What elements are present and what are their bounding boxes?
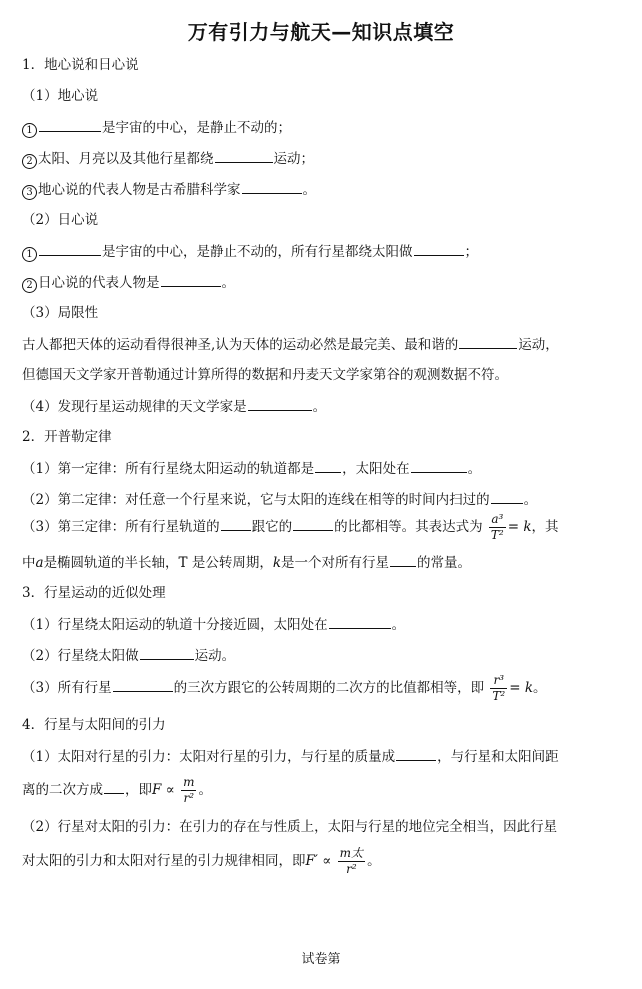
line-geo-3: 3 地心说的代表人物是古希腊科学家 。 (22, 180, 624, 200)
line-geo-1: 1 是宇宙的中心，是静止不动的； (22, 118, 624, 138)
approx-law-fraction: $\frac{\text{r³}}{\text{T²}}$ (492, 673, 506, 703)
line-kepler-3: （3）第三定律：所有行星轨道的 跟它的 的比都相等。其表达式为 $\frac{\text{a³}}{\text{T²}}$ = k，其 (22, 512, 559, 542)
section-4-heading: 4．行星与太阳间的引力 (22, 717, 166, 733)
blank (242, 180, 302, 194)
line-kepler-1: （1）第一定律：所有行星绕太阳运动的轨道都是 ，太阳处在 。 (22, 461, 482, 477)
gravity-fraction: $\frac{m}{\text{r²}}$ (183, 775, 195, 805)
line-kepler-4: 中a是椭圆轨道的半长轴，T 是公转周期，k是一个对所有行星 的常量。 (22, 555, 472, 571)
blank (104, 780, 124, 794)
circled-number: 1 (22, 247, 37, 262)
line-gravity-1: （1）太阳对行星的引力：太阳对行星的引力，与行星的质量成 ，与行星和太阳间距 (22, 749, 559, 765)
circled-number: 2 (22, 154, 37, 169)
section-3-heading: 3．行星运动的近似处理 (22, 585, 166, 601)
page-title: 万有引力与航天—知识点填空 (187, 20, 455, 44)
blank (39, 118, 101, 132)
blank (248, 397, 312, 411)
blank (215, 149, 273, 163)
blank (459, 335, 517, 349)
blank (293, 517, 333, 531)
line-gravity-2: 离的二次方成 ，即F ∝ $\frac{m}{\text{r²}}$ 。 (22, 775, 212, 805)
blank (140, 646, 194, 660)
line-approx-1: （1）行星绕太阳运动的轨道十分接近圆，太阳处在 。 (22, 617, 406, 633)
blank (491, 490, 523, 504)
line-helio-1: 1 是宇宙的中心，是静止不动的，所有行星都绕太阳做 ； (22, 242, 624, 262)
blank (411, 459, 467, 473)
blank (315, 459, 341, 473)
circled-number: 1 (22, 123, 37, 138)
line-kepler-2: （2）第二定律：对任意一个行星来说，它与太阳的连线在相等的时间内扫过的 。 (22, 492, 538, 508)
blank (161, 273, 221, 287)
reaction-gravity-fraction: $\frac{\text{m太}}{\text{r²}}$ (339, 846, 364, 876)
section-1-heading: 1．地心说和日心说 (22, 57, 139, 73)
line-approx-3: （3）所有行星 的三次方跟它的公转周期的二次方的比值都相等，即 $\frac{\text{r³}}{\text{T²}}$ = k。 (22, 673, 547, 703)
kepler-third-law-fraction: $\frac{\text{a³}}{\text{T²}}$ (490, 512, 504, 542)
line-limitations-1: 古人都把天体的运动看得很神圣,认为天体的运动必然是最完美、最和谐的 运动， (22, 337, 559, 353)
blank (396, 747, 436, 761)
blank (221, 517, 251, 531)
page-footer: 试卷第 (301, 952, 341, 967)
line-gravity-4: 对太阳的引力和太阳对行星的引力规律相同，即F′ ∝ $\frac{\text{m太}}{\text{r²}}$ 。 (22, 846, 381, 876)
subheading-limitations: （3）局限性 (22, 305, 99, 321)
blank (113, 678, 173, 692)
line-approx-2: （2）行星绕太阳做 运动。 (22, 648, 236, 664)
subheading-heliocentric: （2）日心说 (22, 212, 99, 228)
blank (39, 242, 101, 256)
line-helio-2: 2 日心说的代表人物是 。 (22, 273, 624, 293)
line-discoverer: （4）发现行星运动规律的天文学家是 。 (22, 399, 327, 415)
line-limitations-2: 但德国天文学家开普勒通过计算所得的数据和丹麦天文学家第谷的观测数据不符。 (22, 367, 508, 383)
blank (414, 242, 464, 256)
subheading-geocentric: （1）地心说 (22, 88, 99, 104)
line-geo-2: 2 太阳、月亮以及其他行星都绕 运动； (22, 149, 624, 169)
section-2-heading: 2．开普勒定律 (22, 429, 112, 445)
circled-number: 2 (22, 278, 37, 293)
circled-number: 3 (22, 185, 37, 200)
blank (329, 615, 391, 629)
line-gravity-3: （2）行星对太阳的引力：在引力的存在与性质上，太阳与行星的地位完全相当，因此行星 (22, 819, 558, 835)
blank (390, 553, 416, 567)
